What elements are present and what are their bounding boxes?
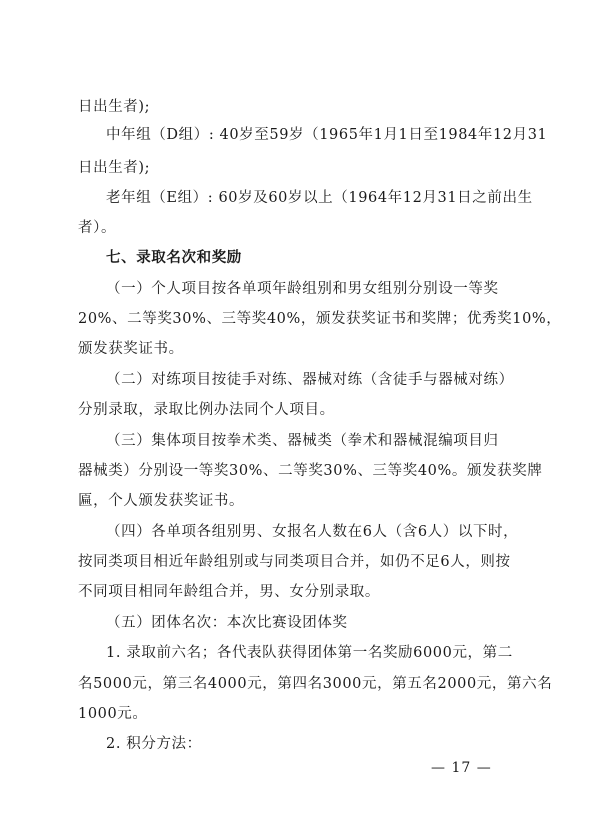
text-line: 2. 积分方法： — [106, 736, 202, 752]
text-line: 中年组（D组）: 40岁至59岁（1965年1月1日至1984年12月31 — [106, 127, 548, 143]
text-line: 日出生者); — [78, 99, 151, 115]
text-line: （二）对练项目按徒手对练、器械对练（含徒手与器械对练） — [106, 372, 514, 388]
page-number: — 17 — — [431, 760, 492, 776]
text-line: 名5000元，第三名4000元，第四名3000元，第五名2000元，第六名 — [78, 676, 553, 692]
text-line: （一）个人项目按各单项年龄组别和男女组别分别设一等奖 — [106, 281, 499, 297]
text-line: 20%、二等奖30%、三等奖40%，颁发获奖证书和奖牌；优秀奖10%， — [78, 311, 562, 327]
text-line: 颁发获奖证书。 — [78, 341, 184, 357]
text-line: （三）集体项目按拳术类、器械类（拳术和器械混编项目归 — [106, 433, 499, 449]
text-line: 者）。 — [78, 220, 117, 236]
text-line: 老年组（E组）: 60岁及60岁以上（1964年12月31日之前出生 — [106, 190, 533, 206]
text-line: 器械类）分别设一等奖30%、二等奖30%、三等奖40%。颁发获奖牌 — [78, 463, 543, 479]
text-line: 不同项目相同年龄组合并，男、女分别录取。 — [78, 584, 380, 600]
text-line: 1000元。 — [78, 706, 148, 722]
text-line: 分别录取，录取比例办法同个人项目。 — [78, 402, 335, 418]
text-line: （五）团体名次：本次比赛设团体奖 — [106, 615, 348, 631]
text-line: 1. 录取前六名；各代表队获得团体第一名奖励6000元，第二 — [106, 645, 513, 661]
text-line: 日出生者); — [78, 160, 151, 176]
text-line: 按同类项目相近年龄组别或与同类项目合并，如仍不足6人，则按 — [78, 554, 511, 570]
text-line: 匾，个人颁发获奖证书。 — [78, 493, 245, 509]
section-heading: 七、录取名次和奖励 — [106, 249, 242, 266]
text-line: （四）各单项各组别男、女报名人数在6人（含6人）以下时， — [106, 524, 519, 540]
